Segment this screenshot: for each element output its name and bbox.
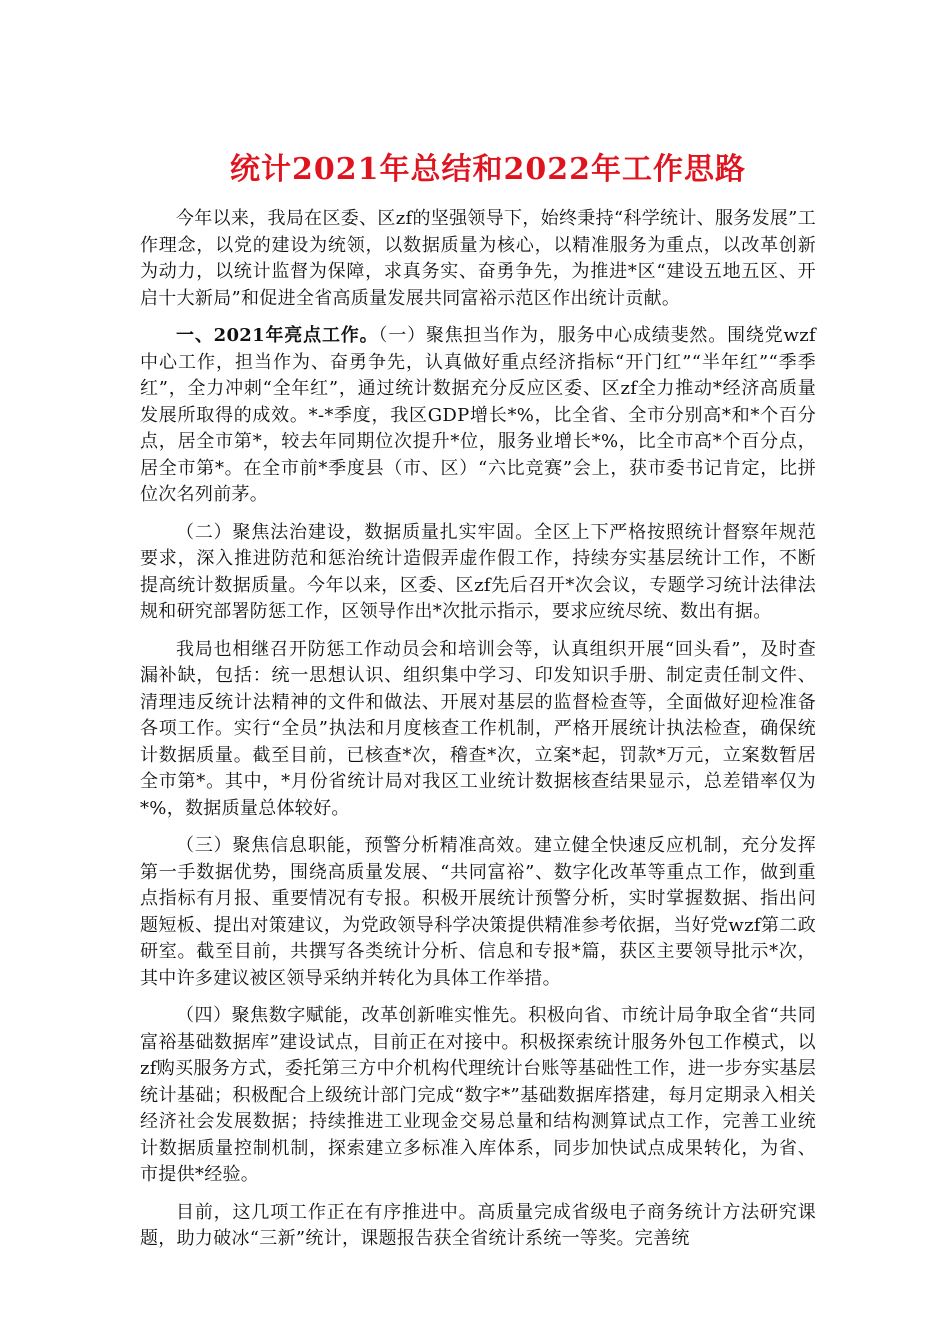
- paragraph-text: 今年以来，我局在区委、区zf的坚强领导下，始终秉持“科学统计、服务发展”工作理念，以党的建设为统领，以数据质量为核心，以精准服务为重点，以改革创新为动力，以统计监督为保障，求真务实、奋勇争先，为推进*区“建设五地五区、开启十大新局”和促进全省高质量发展共同富裕示范区作出统计贡献。: [140, 208, 816, 309]
- paragraph-information: [140, 833, 816, 992]
- paragraph-digital: [140, 1003, 816, 1189]
- paragraph-text: （二）聚焦法治建设，数据质量扎实牢固。全区上下严格按照统计督察年规范要求，深入推进防范和惩治统计造假弄虚作假工作，持续夯实基层统计工作，不断提高统计数据质量。今年以来，区委、区zf先后召开*次会议，专题学习统计法律法规和研究部署防惩工作，区领导作出*次批示指示，要求应统尽统、数出有据。: [140, 521, 816, 622]
- paragraph-text: （一）聚焦担当作为，服务中心成绩斐然。围绕党wzf中心工作，担当作为、奋勇争先，认真做好重点经济指标“开门红”“半年红”“季季红”，全力冲刺“全年红”，通过统计数据充分反应区委、区zf全力推动*经济高质量发展所取得的成效。*-*季度，我区GDP增长*%，比全省、全市分别高*和*个百分点，居全市第*，较去年同期位次提升*位，服务业增长*%，比全市高*个百分点，居全市第*。在全市前*季度县（市、区）“六比竞赛”会上，获市委书记肯定，比拼位次名列前茅。: [140, 325, 816, 505]
- paragraph-progress: [140, 1200, 816, 1253]
- paragraph-text: 我局也相继召开防惩工作动员会和培训会等，认真组织开展“回头看”，及时查漏补缺，包括：统一思想认识、组织集中学习、印发知识手册、制定责任制文件、清理违反统计法精神的文件和做法、开展对基层的监督检查等，全面做好迎检准备各项工作。实行“全员”执法和月度核查工作机制，严格开展统计执法检查，确保统计数据质量。截至目前，已核查*次，稽查*次，立案*起，罚款*万元，立案数暂居全市第*。其中，*月份省统计局对我区工业统计数据核查结果显示，总差错率仅为*%，数据质量总体较好。: [140, 638, 816, 819]
- section-heading: 一、2021年亮点工作。: [176, 325, 379, 346]
- paragraph-inspection: [140, 637, 816, 823]
- paragraph-rule-of-law: [140, 520, 816, 626]
- paragraph-highlights: [140, 323, 816, 509]
- paragraph-text: 目前，这几项工作正在有序推进中。高质量完成省级电子商务统计方法研究课题，助力破冰“三新”统计，课题报告获全省统计系统一等奖。完善统: [140, 1201, 816, 1249]
- paragraph-text: （三）聚焦信息职能，预警分析精准高效。建立健全快速反应机制，充分发挥第一手数据优势，围绕高质量发展、“共同富裕”、数字化改革等重点工作，做到重点指标有月报、重要情况有专报。积极开展统计预警分析，实时掌握数据、指出问题短板、提出对策建议，为党政领导科学决策提供精准参考依据，当好党wzf第二政研室。截至目前，共撰写各类统计分析、信息和专报*篇，获区主要领导批示*次，其中许多建议被区领导采纳并转化为具体工作举措。: [140, 835, 816, 989]
- paragraph-text: （四）聚焦数字赋能，改革创新唯实惟先。积极向省、市统计局争取全省“共同富裕基础数据库”建设试点，目前正在对接中。积极探索统计服务外包工作模式，以zf购买服务方式，委托第三方中介机构代理统计台账等基础性工作，进一步夯实基层统计基础；积极配合上级统计部门完成“数字*”基础数据库搭建，每月定期录入相关经济社会发展数据；持续推进工业现金交易总量和结构测算试点工作，完善工业统计数据质量控制机制，探索建立多标准入库体系，同步加快试点成果转化，为省、市提供*经验。: [140, 1005, 816, 1185]
- document-title: 统计2021年总结和2022年工作思路: [230, 152, 746, 187]
- paragraph-intro: [140, 206, 816, 312]
